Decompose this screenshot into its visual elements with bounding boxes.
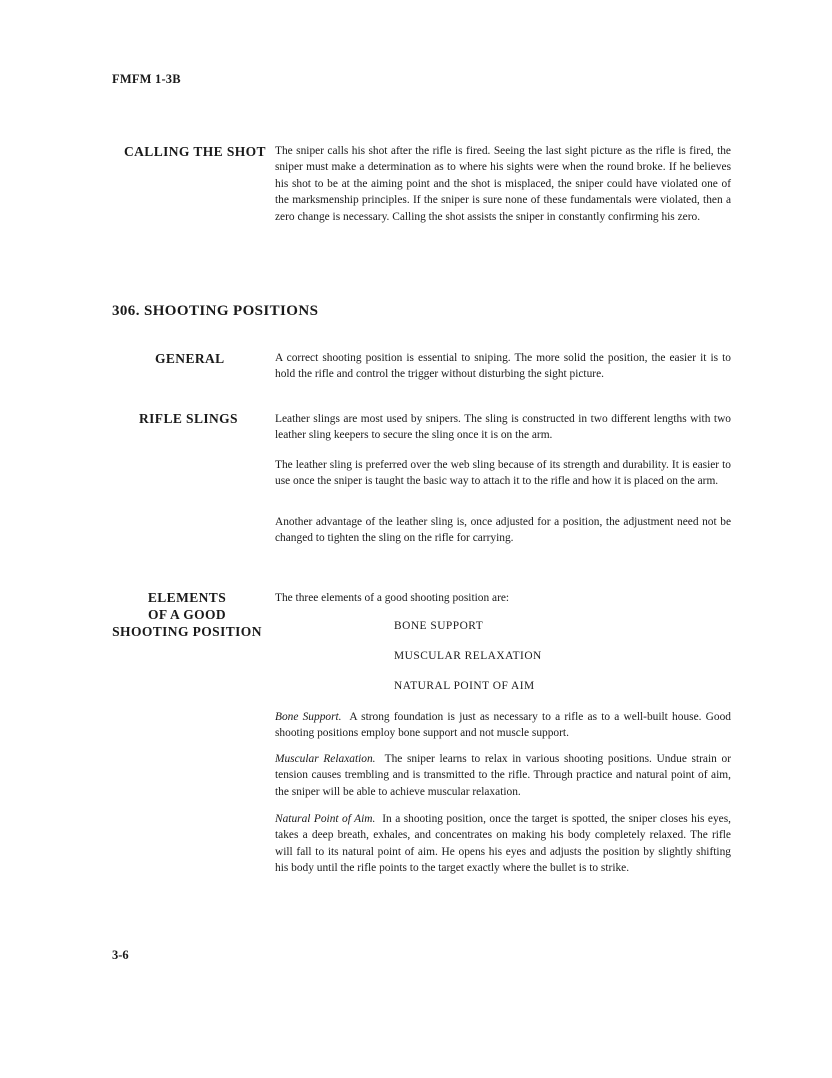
muscular-relaxation-lead: Muscular Relaxation. — [275, 753, 376, 765]
calling-the-shot-body: The sniper calls his shot after the rifle is fired. Seeing the last sight picture as the rifle is fired, the sniper must make a determination as to where his sights were when the round broke. If he believes his shot to be at the aiming point and the shot is misplaced, the sniper could have violated one of the marksmenship principles. If the sniper is sure none of these fundamentals were violated, then a zero change is necessary. Calling the shot assists the sniper in constantly confirming his zero. — [275, 145, 731, 223]
natural-point-lead: Natural Point of Aim. — [275, 813, 376, 825]
element-list-item: BONE SUPPORT — [394, 620, 484, 632]
elements-intro: The three elements of a good shooting position are: — [275, 592, 510, 604]
page-number: 3-6 — [112, 948, 129, 962]
rifle-slings-paragraph-2: The leather sling is preferred over the web sling because of its strength and durability. It is easier to use once the sniper is taught the basic way to attach it to the rifle and how it is placed on the arm. — [275, 459, 731, 488]
document-id: FMFM 1-3B — [112, 72, 181, 86]
muscular-relaxation-text: The sniper learns to relax in various shooting positions. Undue strain or tension causes trembling and is transmitted to the rifle. Through practice and natural point of aim, the sniper will be able to achieve muscular relaxation. — [275, 753, 731, 798]
muscular-relaxation-paragraph — [275, 751, 731, 800]
element-list-item: MUSCULAR RELAXATION — [394, 650, 542, 662]
general-heading: GENERAL — [155, 351, 225, 366]
rifle-slings-heading: RIFLE SLINGS — [139, 411, 238, 426]
bone-support-text: A strong foundation is just as necessary to a rifle as to a well-built house. Good shooting positions employ bone support and not muscle support. — [275, 711, 731, 740]
elements-heading-line-2: OF A GOOD — [147, 607, 227, 622]
section-title: 306. SHOOTING POSITIONS — [112, 303, 319, 319]
calling-the-shot-heading: CALLING THE SHOT — [124, 144, 266, 159]
elements-heading-line-1: ELEMENTS — [147, 590, 227, 605]
elements-heading-line-3: SHOOTING POSITION — [112, 624, 262, 639]
elements-heading — [112, 589, 262, 640]
bone-support-paragraph — [275, 709, 731, 742]
bone-support-lead: Bone Support. — [275, 711, 342, 723]
element-list-item: NATURAL POINT OF AIM — [394, 680, 535, 692]
general-body: A correct shooting position is essential to sniping. The more solid the position, the easier it is to hold the rifle and control the trigger without disturbing the sight picture. — [275, 352, 731, 381]
rifle-slings-paragraph-1: Leather slings are most used by snipers. The sling is constructed in two different lengths with two leather sling keepers to secure the sling once it is on the arm. — [275, 413, 731, 442]
natural-point-text: In a shooting position, once the target is spotted, the sniper closes his eyes, takes a deep breath, exhales, and concentrates on making his body completely relaxed. The rifle will fall to its natural point of aim. He opens his eyes and adjusts the position by slightly shifting his body until the rifle points to the target exactly where the bullet is to strike. — [275, 813, 731, 875]
rifle-slings-paragraph-3: Another advantage of the leather sling is, once adjusted for a position, the adjustment need not be changed to tighten the sling on the rifle for carrying. — [275, 516, 731, 545]
natural-point-paragraph — [275, 811, 731, 877]
